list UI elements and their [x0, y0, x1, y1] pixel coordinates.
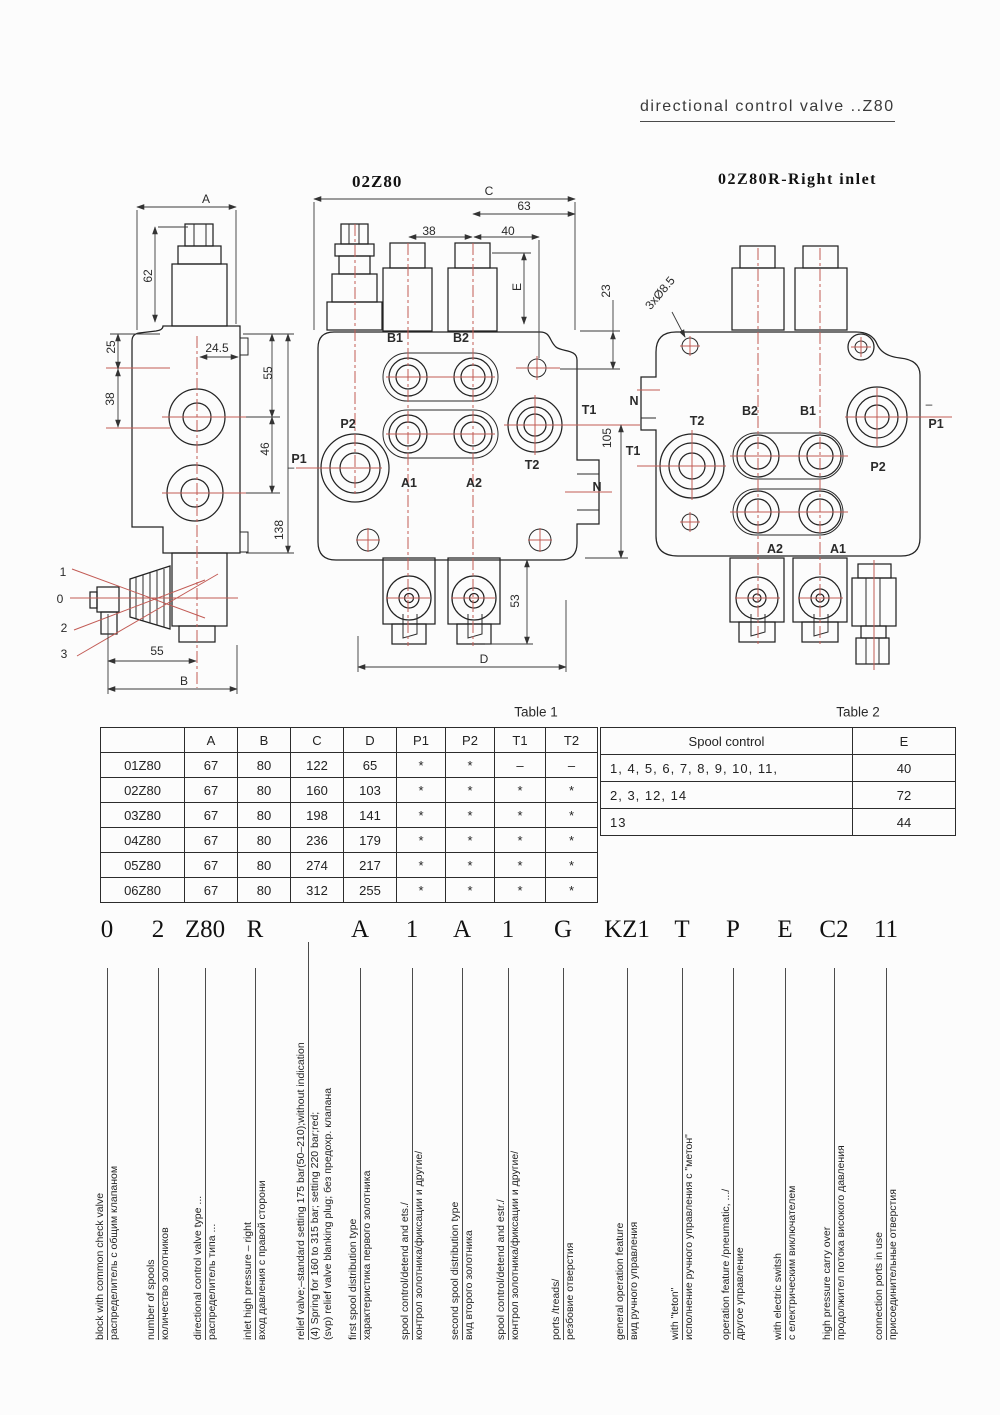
drawing-label: A1: [401, 475, 417, 490]
drawing-label: T2: [689, 413, 705, 428]
drawing-label: T1: [581, 402, 597, 417]
table-cell: *: [397, 778, 446, 803]
drawing-label: 1: [59, 565, 67, 579]
legend-text-ru: другое управление: [734, 1247, 746, 1340]
table-cell: 02Z80: [101, 778, 185, 803]
legend-text-ru: резбовие отверстия: [564, 1242, 576, 1340]
table-cell: 255: [344, 878, 397, 903]
table-cell: 01Z80: [101, 753, 185, 778]
drawing-label: E: [510, 282, 524, 292]
drawing-label: 23: [599, 284, 613, 298]
drawing-label: A: [201, 192, 211, 206]
drawing-label: 55: [150, 644, 164, 658]
column-header: P2: [446, 728, 495, 753]
drawing-label: T1: [625, 443, 641, 458]
legend-text-ru: вход давления с правой сторони: [256, 1180, 268, 1340]
table-cell: 80: [238, 828, 291, 853]
table-cell: 179: [344, 828, 397, 853]
table2-caption: Table 2: [836, 704, 880, 720]
drawing-label: 55: [261, 366, 275, 380]
legend-text-ru: (4) Spring for 160 to 315 bar; setting 220 bar;red;: [309, 1111, 321, 1340]
table-cell: *: [446, 878, 495, 903]
table-cell: 198: [291, 803, 344, 828]
legend-text-ru: количество золотников: [159, 1227, 171, 1340]
order-code-segment: 1: [501, 916, 515, 943]
table-cell: 141: [344, 803, 397, 828]
table-cell: *: [446, 853, 495, 878]
table-cell: *: [446, 778, 495, 803]
table-cell: *: [546, 828, 598, 853]
table-cell: 80: [238, 878, 291, 903]
order-code-segment: KZ1: [604, 916, 650, 943]
table1-caption: Table 1: [514, 704, 558, 720]
drawing-label: 46: [258, 442, 272, 456]
drawing-label: 24.5: [205, 341, 229, 355]
legend-text-en: block with common check valve: [94, 968, 108, 1340]
table-cell: *: [397, 753, 446, 778]
legend-text-ru: исполнение ручного управления с "метон": [683, 1134, 695, 1340]
drawing-label: 38: [422, 224, 436, 238]
table-cell: *: [397, 878, 446, 903]
drawing-label: B1: [800, 403, 816, 418]
drawing-label: –: [925, 397, 933, 411]
legend-text-ru: распределитель с общим клапаном: [108, 1165, 120, 1340]
legend-text-ru: характеристика первого золотника: [361, 1170, 373, 1340]
drawing-label: 105: [600, 427, 614, 449]
table-cell: *: [397, 828, 446, 853]
drawing-label: 53: [508, 594, 522, 608]
drawing-label: 62: [141, 269, 155, 283]
column-header: B: [238, 728, 291, 753]
drawing-label: B: [179, 674, 189, 688]
drawing-label: 0: [56, 592, 64, 606]
table-cell: 06Z80: [101, 878, 185, 903]
order-code-segment: R: [246, 916, 264, 943]
table-cell: *: [397, 853, 446, 878]
table-cell: 67: [185, 828, 238, 853]
legend-text-en: first spool distribution type: [347, 968, 361, 1340]
legend-text-en: ports /treads/: [550, 968, 564, 1340]
table-cell: 2, 3, 12, 14: [601, 782, 853, 809]
legend-text-en: spool control/detend and ets./: [399, 968, 413, 1340]
table-cell: *: [546, 803, 598, 828]
drawing-label: P1: [928, 416, 944, 431]
table-cell: *: [546, 853, 598, 878]
legend-text-en: connection ports in use: [873, 968, 887, 1340]
order-code-segment: 2: [151, 916, 165, 943]
order-code-segment: 11: [873, 916, 899, 943]
drawing-label: –: [287, 460, 295, 474]
drawing-label: A1: [830, 541, 846, 556]
table-cell: –: [495, 753, 546, 778]
column-header: E: [853, 728, 956, 755]
table-cell: 80: [238, 753, 291, 778]
drawing-label: C: [484, 184, 494, 198]
table-cell: –: [546, 753, 598, 778]
column-header: C: [291, 728, 344, 753]
legend-text-ru: (svp) relief valve blanking plug; без предохр. клапана: [322, 1087, 334, 1340]
drawing-label: B1: [387, 330, 403, 345]
order-code-segment: G: [553, 916, 573, 943]
legend-text-en: inlet high pressure – right: [242, 968, 256, 1340]
drawing-label: P2: [870, 459, 886, 474]
legend-text-en: with "teton": [669, 968, 683, 1340]
drawing-label: D: [479, 652, 489, 666]
table-cell: *: [495, 828, 546, 853]
table-cell: *: [546, 778, 598, 803]
table-cell: *: [495, 853, 546, 878]
table-cell: 160: [291, 778, 344, 803]
table-cell: 80: [238, 778, 291, 803]
drawing-label: 38: [103, 392, 117, 406]
drawing-label: 40: [501, 224, 515, 238]
legend-text-en: relief valve;–standard setting 175 bar(50–210);without indication: [295, 942, 309, 1340]
column-header: Spool control: [601, 728, 853, 755]
legend-text-ru: распределитель типа ...: [206, 1223, 218, 1340]
table-cell: *: [546, 878, 598, 903]
legend-text-ru: контрол золотника/фиксации и другие/: [509, 1150, 521, 1340]
order-code-segment: P: [726, 916, 740, 943]
order-code-segment: E: [777, 916, 793, 943]
table-cell: 217: [344, 853, 397, 878]
table-cell: 274: [291, 853, 344, 878]
table-cell: 80: [238, 853, 291, 878]
order-code-segment: A: [350, 916, 370, 943]
drawing-label: T2: [524, 457, 540, 472]
drawing-label: 3: [60, 647, 68, 661]
right-drawing-title: 02Z80R-Right inlet: [718, 171, 877, 188]
drawing-label: 3xØ8.5: [642, 273, 678, 313]
legend-text-en: with electric switsh: [772, 968, 786, 1340]
legend-text-en: operation feature /pneumatic, .../: [720, 968, 734, 1340]
drawing-label: P2: [340, 416, 356, 431]
column-header: T2: [546, 728, 598, 753]
table-cell: 67: [185, 778, 238, 803]
order-code-segment: C2: [819, 916, 849, 943]
table-cell: 67: [185, 803, 238, 828]
legend-text-en: spool control/detend and estr./: [495, 968, 509, 1340]
drawing-label: 138: [272, 519, 286, 541]
table-cell: *: [495, 878, 546, 903]
table-cell: 03Z80: [101, 803, 185, 828]
table-cell: *: [495, 778, 546, 803]
drawing-label: N: [629, 393, 639, 408]
legend-text-en: high pressure carry over: [821, 968, 835, 1340]
drawing-label: 63: [517, 199, 531, 213]
table-cell: *: [495, 803, 546, 828]
order-code-segment: Z80: [184, 916, 226, 943]
order-code-segment: T: [674, 916, 690, 943]
legend-text-en: second spool distribution type: [449, 968, 463, 1340]
legend-text-ru: присоединительные отверстия: [887, 1189, 899, 1340]
legend-text-en: directional control valve type ...: [192, 968, 206, 1340]
legend-text-ru: с електрическим виключателем: [786, 1185, 798, 1340]
drawing-label: 2: [60, 621, 68, 635]
column-header: P1: [397, 728, 446, 753]
table-cell: 65: [344, 753, 397, 778]
table-cell: *: [397, 803, 446, 828]
drawing-label: P1: [291, 451, 307, 466]
table-cell: 103: [344, 778, 397, 803]
table-cell: 1, 4, 5, 6, 7, 8, 9, 10, 11,: [601, 755, 853, 782]
drawing-label: A2: [767, 541, 783, 556]
table-cell: 72: [853, 782, 956, 809]
drawing-label: N: [592, 479, 602, 494]
legend-text-en: number of spools: [145, 968, 159, 1340]
order-code-segment: A: [452, 916, 472, 943]
legend-text-ru: контрол золотника/фиксации и другие/: [413, 1150, 425, 1340]
table-cell: *: [446, 828, 495, 853]
legend-text-ru: вид ручного управления: [628, 1221, 640, 1340]
order-code-segment: 1: [405, 916, 419, 943]
page-title: directional control valve ..Z80: [640, 98, 895, 122]
table-cell: 67: [185, 753, 238, 778]
table-cell: *: [446, 803, 495, 828]
table-cell: 04Z80: [101, 828, 185, 853]
table-cell: 40: [853, 755, 956, 782]
column-header: T1: [495, 728, 546, 753]
drawing-label: 25: [104, 340, 118, 354]
table-cell: 05Z80: [101, 853, 185, 878]
column-header: D: [344, 728, 397, 753]
table-cell: 67: [185, 878, 238, 903]
column-header: A: [185, 728, 238, 753]
order-code-segment: 0: [100, 916, 114, 943]
legend-text-en: general operation feature: [614, 968, 628, 1340]
table-cell: 236: [291, 828, 344, 853]
table-cell: 44: [853, 809, 956, 836]
table-cell: 67: [185, 853, 238, 878]
table-cell: *: [446, 753, 495, 778]
drawing-label: B2: [742, 403, 758, 418]
table-cell: 122: [291, 753, 344, 778]
legend-text-ru: вид второго золотника: [463, 1230, 475, 1340]
table-cell: 312: [291, 878, 344, 903]
middle-drawing-title: 02Z80: [352, 172, 403, 191]
legend-text-ru: продолжител потока високого давления: [835, 1145, 847, 1340]
table-cell: 13: [601, 809, 853, 836]
drawing-label: A2: [466, 475, 482, 490]
table-cell: 80: [238, 803, 291, 828]
drawing-label: B2: [453, 330, 469, 345]
